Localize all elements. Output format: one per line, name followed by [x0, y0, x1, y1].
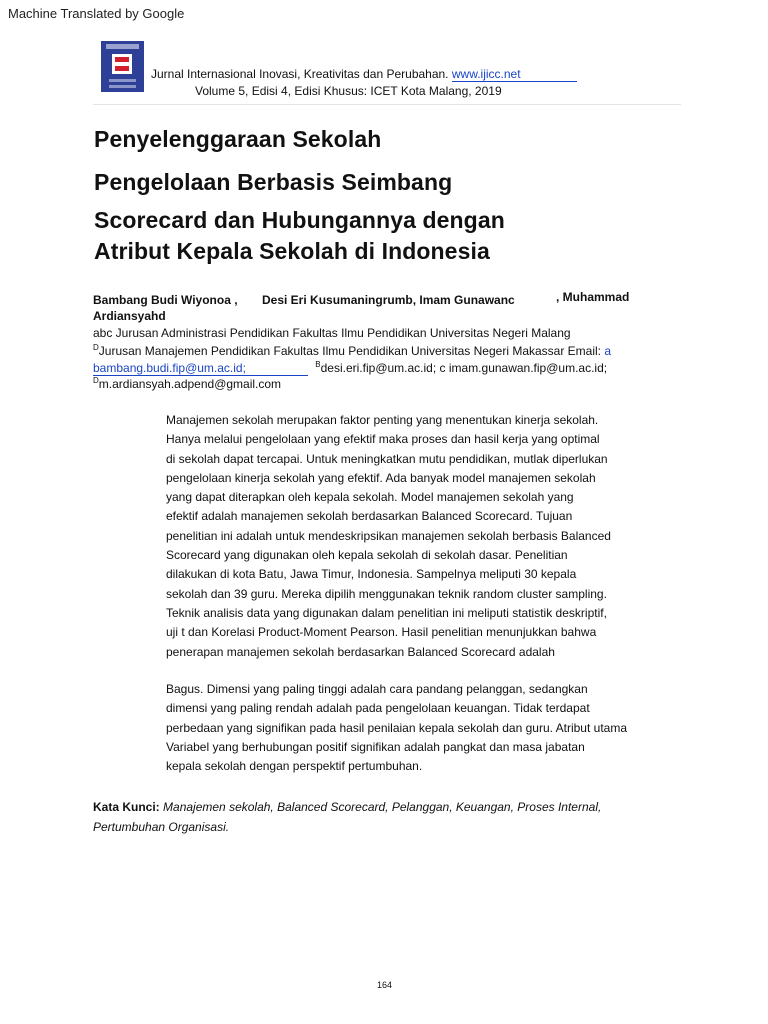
abstract-line: Manajemen sekolah merupakan faktor penting yang menentukan kinerja sekolah. — [166, 413, 599, 427]
journal-url-link[interactable]: www.ijicc.net — [451, 67, 521, 81]
author-1: Bambang Budi Wiyonoa , — [93, 293, 238, 307]
author-2-3: Desi Eri Kusumaningrumb, Imam Gunawanc — [262, 293, 515, 307]
abstract-line: perbedaan yang signifikan pada hasil penilaian kepala sekolah dan guru. Atribut utama — [166, 720, 627, 735]
journal-cover-thumbnail — [101, 41, 144, 92]
machine-translation-banner: Machine Translated by Google — [8, 6, 185, 21]
email-b-sup: B — [315, 360, 321, 369]
title-line-2: Pengelolaan Berbasis Seimbang — [94, 169, 453, 195]
page-number: 164 — [377, 980, 393, 990]
journal-logo-icon — [112, 54, 132, 74]
journal-name: Jurnal Internasional Inovasi, Kreativitas dan Perubahan. — [151, 67, 449, 81]
abstract-line: sekolah dan 39 guru. Mereka dipilih menggunakan teknik random cluster sampling. — [166, 586, 607, 601]
email-a-prefix[interactable]: a — [604, 344, 612, 358]
journal-header — [151, 67, 577, 82]
affiliation-d-text: Jurusan Manajemen Pendidikan Fakultas Ilmu Pendidikan Universitas Negeri Makassar Email: — [98, 344, 602, 358]
affiliation-abc: abc Jurusan Administrasi Pendidikan Fakultas Ilmu Pendidikan Universitas Negeri Malang — [93, 326, 571, 340]
journal-volume: Volume 5, Edisi 4, Edisi Khusus: ICET Kota Malang, 2019 — [195, 84, 502, 98]
abstract-line: kepala sekolah dengan perspektif pertumbuhan. — [166, 759, 423, 774]
abstract-line: Hanya melalui pengelolaan yang efektif maka proses dan hasil kerja yang optimal — [166, 432, 600, 447]
abstract-line: penerapan manajemen sekolah berdasarkan Balanced Scorecard adalah — [166, 644, 555, 659]
abstract-line: Teknik analisis data yang digunakan dalam penelitian ini meliputi statistik deskriptif, — [166, 605, 607, 620]
abstract-line: Variabel yang berhubungan positif signifikan adalah pangkat dan masa jabatan — [166, 739, 585, 754]
abstract-line: pengelolaan kinerja sekolah yang efektif. Ada banyak model manajemen sekolah — [166, 470, 596, 485]
email-a-link[interactable]: bambang.budi.fip@um.ac.id; — [93, 361, 246, 375]
abstract-line: efektif adalah manajemen sekolah berdasarkan Balanced Scorecard. Tujuan — [166, 509, 573, 524]
keywords-text: Manajemen sekolah, Balanced Scorecard, Pelanggan, Keuangan, Proses Internal, — [163, 800, 602, 814]
abstract-line: dilakukan di kota Batu, Jawa Timur, Indonesia. Sampelnya meliputi 30 kepala — [166, 567, 577, 582]
keywords-label: Kata Kunci: — [93, 800, 160, 814]
email-d-sup: D — [93, 376, 99, 385]
email-line — [93, 360, 607, 376]
header-divider — [93, 104, 681, 105]
email-d-line — [93, 376, 281, 391]
abstract-line: Bagus. Dimensi yang paling tinggi adalah cara pandang pelanggan, sedangkan — [166, 682, 588, 696]
abstract-paragraph-2 — [166, 680, 681, 776]
abstract-line: Scorecard yang digunakan oleh kepala sekolah di sekolah dasar. Penelitian — [166, 548, 568, 563]
abstract-paragraph-1 — [166, 411, 681, 662]
keywords-text-2: Pertumbuhan Organisasi. — [93, 820, 230, 834]
abstract-line: uji t dan Korelasi Product-Moment Pearson. Hasil penelitian menunjukkan bahwa — [166, 625, 597, 640]
affiliation-d — [93, 343, 611, 358]
abstract-line: yang dapat diterapkan oleh kepala sekolah. Model manajemen sekolah yang — [166, 490, 574, 505]
affiliation-d-sup: D — [93, 343, 99, 352]
email-d: m.ardiansyah.adpend@gmail.com — [98, 377, 282, 391]
abstract-line: di sekolah dapat tercapai. Untuk meningkatkan mutu pendidikan, mutlak diperlukan — [166, 451, 608, 466]
keywords — [93, 797, 683, 837]
abstract-line: dimensi yang paling rendah adalah pada pengelolaan keuangan. Tidak terdapat — [166, 701, 590, 716]
author-4-last: Ardiansyahd — [93, 309, 166, 323]
title-line-4: Atribut Kepala Sekolah di Indonesia — [94, 238, 490, 264]
author-4-first: , Muhammad — [556, 290, 630, 304]
title-line-1: Penyelenggaraan Sekolah — [94, 126, 382, 152]
email-bc: desi.eri.fip@um.ac.id; c imam.gunawan.fip@um.ac.id; — [320, 361, 608, 375]
title-line-3: Scorecard dan Hubungannya dengan — [94, 207, 505, 233]
abstract-line: penelitian ini adalah untuk mendeskripsikan manajemen sekolah berbasis Balanced — [166, 528, 611, 543]
